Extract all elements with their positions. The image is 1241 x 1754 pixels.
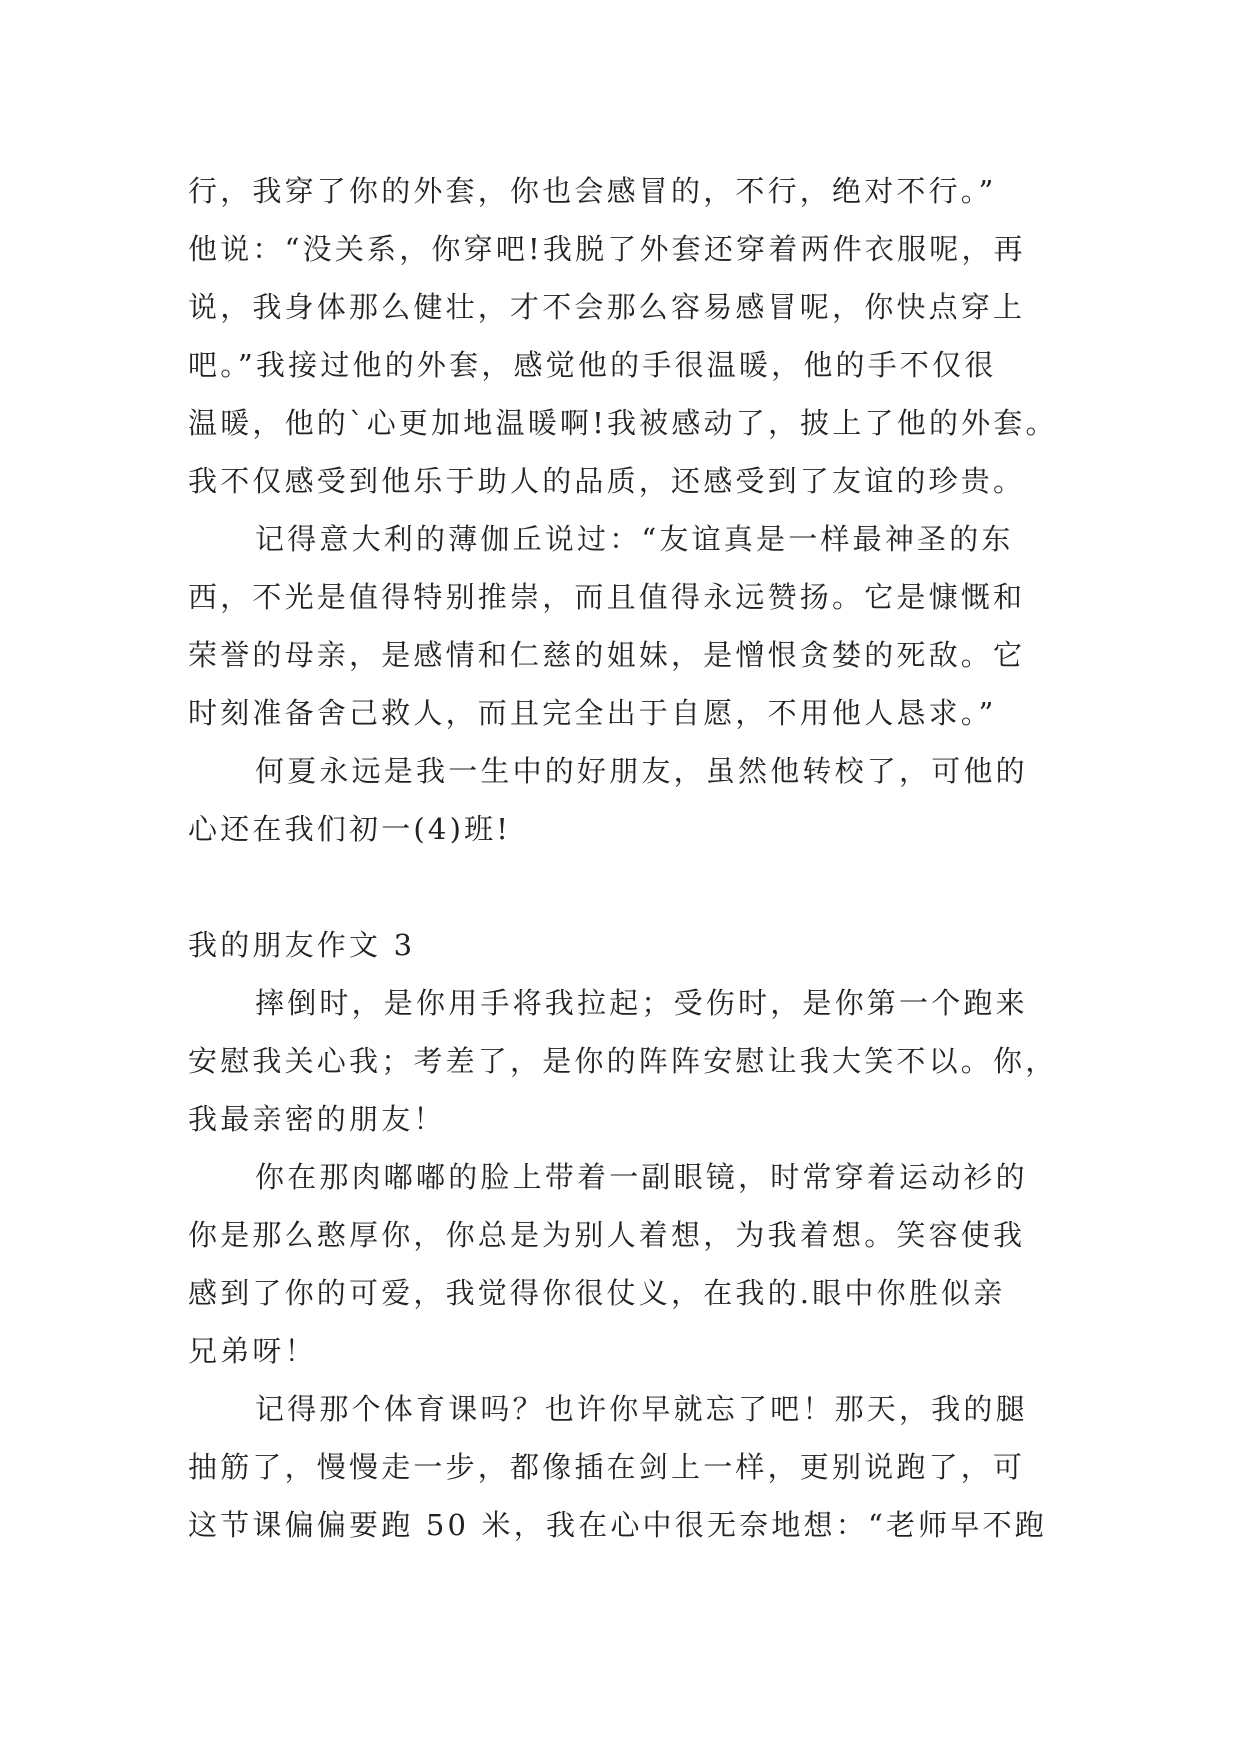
text-line: 感到了你的可爱，我觉得你很仗义，在我的.眼中你胜似亲 — [188, 1276, 1006, 1310]
text-line: 说，我身体那么健壮，才不会那么容易感冒呢，你快点穿上 — [188, 290, 1026, 324]
text-line: 吧。”我接过他的外套，感觉他的手很温暖，他的手不仅很 — [188, 348, 997, 382]
text-line: 行，我穿了你的外套，你也会感冒的，不行，绝对不行。” — [188, 174, 997, 208]
document-body — [188, 162, 1068, 1554]
text-line: 温暖，他的`心更加地温暖啊!我被感动了，披上了他的外套。 — [188, 406, 1058, 440]
text-line: 时刻准备舍己救人，而且完全出于自愿，不用他人恳求。” — [188, 696, 997, 730]
text-line: 心还在我们初一(4)班! — [188, 812, 512, 846]
text-line: 荣誉的母亲，是感情和仁慈的姐妹，是憎恨贪婪的死敌。它 — [188, 638, 1026, 672]
paragraph-first-line: 摔倒时，是你用手将我拉起；受伤时，是你第一个跑来 — [255, 986, 1028, 1020]
text-line: 西，不光是值得特别推崇，而且值得永远赞扬。它是慷慨和 — [188, 580, 1026, 614]
text-line: 安慰我关心我；考差了，是你的阵阵安慰让我大笑不以。你， — [188, 1044, 1058, 1078]
paragraph-first-line: 记得意大利的薄伽丘说过：“友谊真是一样最神圣的东 — [255, 522, 1014, 556]
text-line: 你是那么憨厚你，你总是为别人着想，为我着想。笑容使我 — [188, 1218, 1026, 1252]
text-line: 我不仅感受到他乐于助人的品质，还感受到了友谊的珍贵。 — [188, 464, 1026, 498]
section-gap — [188, 858, 1068, 916]
text-line: 抽筋了，慢慢走一步，都像插在剑上一样，更别说跑了，可 — [188, 1450, 1026, 1484]
essay-title: 我的朋友作文 3 — [188, 928, 416, 962]
paragraph-first-line: 你在那肉嘟嘟的脸上带着一副眼镜，时常穿着运动衫的 — [255, 1160, 1028, 1194]
text-line: 兄弟呀！ — [188, 1334, 317, 1368]
text-line: 这节课偏偏要跑 50 米，我在心中很无奈地想：“老师早不跑 — [188, 1508, 1047, 1542]
paragraph-first-line: 记得那个体育课吗？也许你早就忘了吧！那天，我的腿 — [255, 1392, 1028, 1426]
paragraph-first-line: 何夏永远是我一生中的好朋友，虽然他转校了，可他的 — [255, 754, 1028, 788]
text-line: 他说：“没关系，你穿吧!我脱了外套还穿着两件衣服呢，再 — [188, 232, 1026, 266]
text-line: 我最亲密的朋友！ — [188, 1102, 446, 1136]
